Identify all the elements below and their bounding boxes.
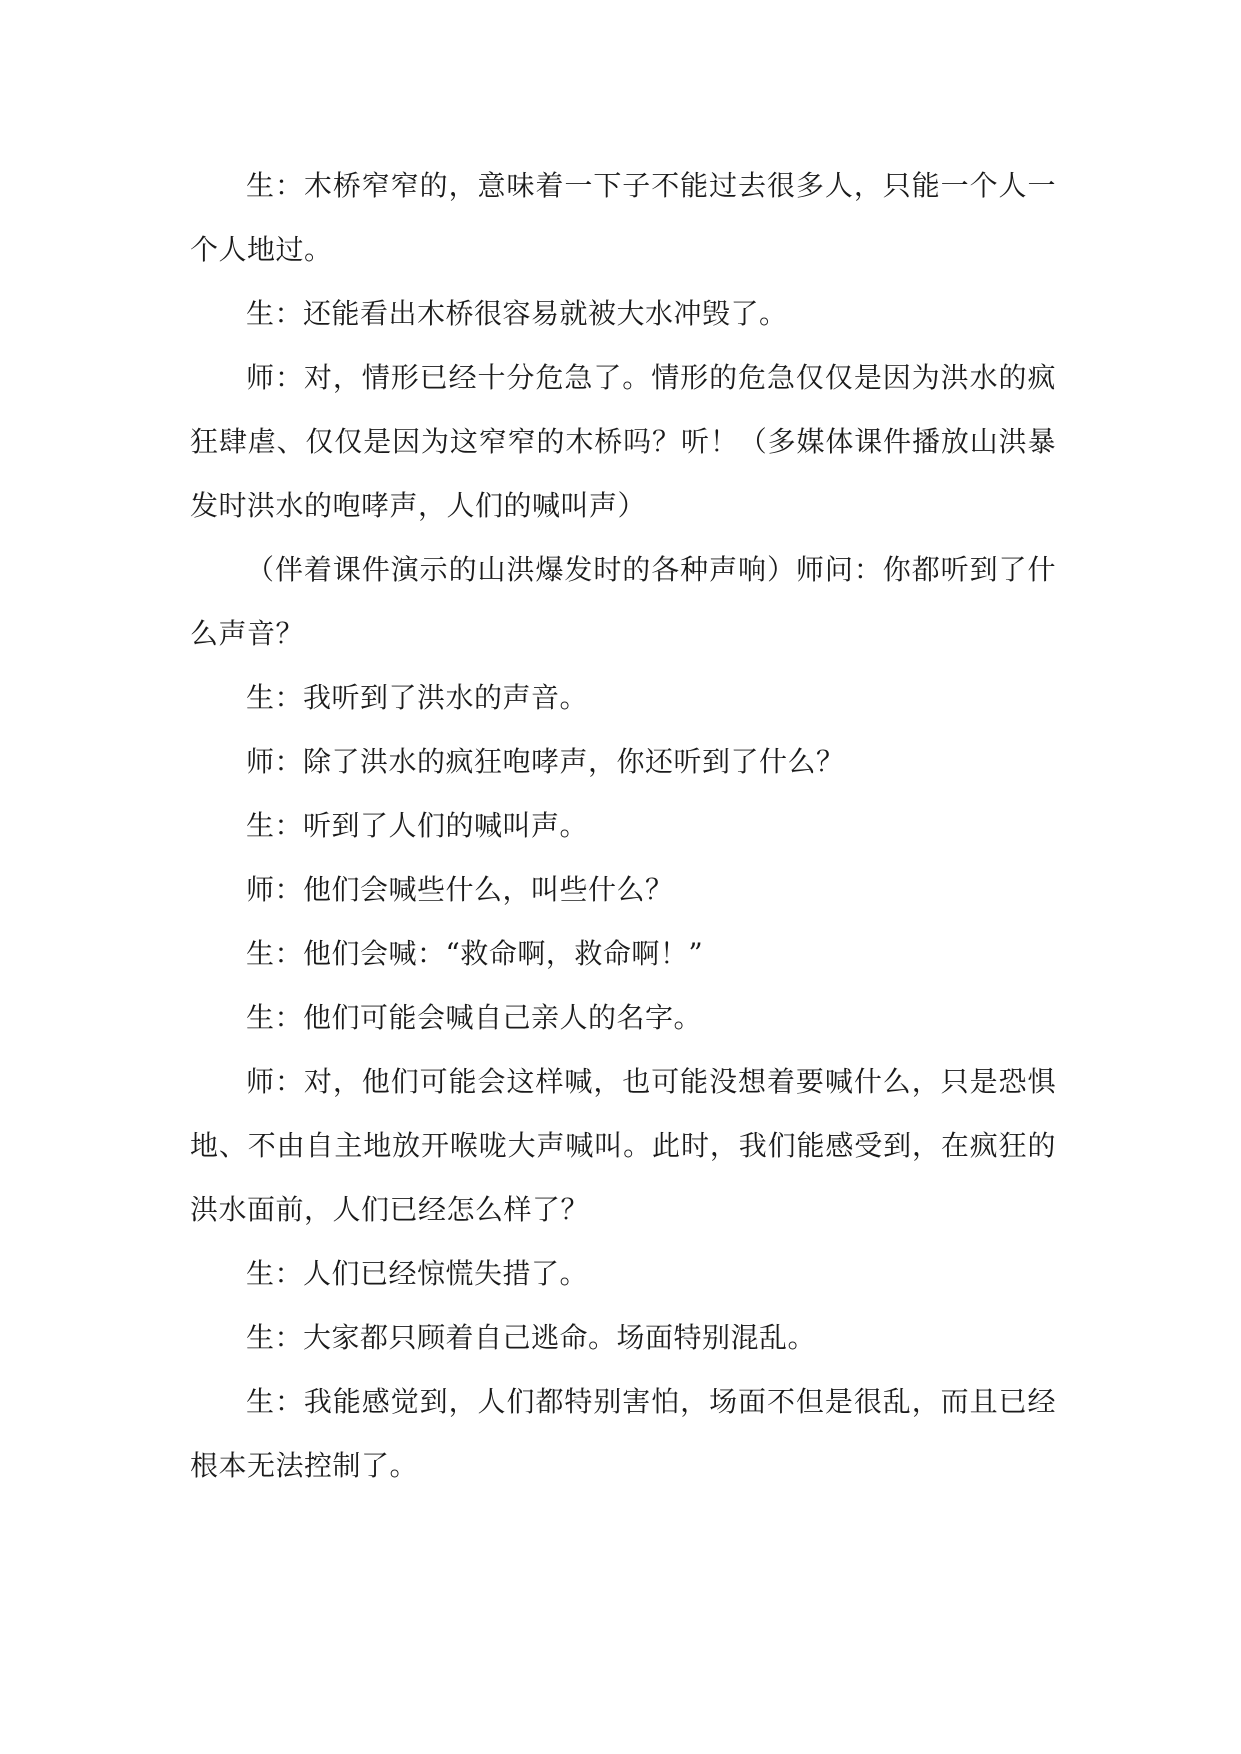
- paragraph: 师：对，他们可能会这样喊，也可能没想着要喊什么，只是恐惧地、不由自主地放开喉咙大声喊叫。此时，我们能感受到，在疯狂的洪水面前，人们已经怎么样了？: [190, 1065, 1056, 1226]
- paragraph: 师：对，情形已经十分危急了。情形的危急仅仅是因为洪水的疯狂肆虐、仅仅是因为这窄窄的木桥吗？听！（多媒体课件播放山洪暴发时洪水的咆哮声，人们的喊叫声）: [190, 361, 1056, 522]
- paragraph: 生：人们已经惊慌失措了。: [246, 1257, 589, 1290]
- paragraph: 生：他们会喊：“救命啊，救命啊！”: [246, 937, 704, 970]
- paragraph: 师：除了洪水的疯狂咆哮声，你还听到了什么？: [246, 745, 845, 778]
- paragraph: 生：我能感觉到，人们都特别害怕，场面不但是很乱，而且已经根本无法控制了。: [190, 1385, 1056, 1482]
- paragraph: 生：大家都只顾着自己逃命。场面特别混乱。: [246, 1321, 817, 1354]
- document-body: [190, 154, 1056, 1498]
- paragraph: 生：听到了人们的喊叫声。: [246, 809, 589, 842]
- paragraph: 生：木桥窄窄的，意味着一下子不能过去很多人，只能一个人一个人地过。: [190, 169, 1056, 266]
- paragraph: 生：还能看出木桥很容易就被大水冲毁了。: [246, 297, 788, 330]
- paragraph: （伴着课件演示的山洪爆发时的各种声响）师问：你都听到了什么声音？: [190, 553, 1056, 650]
- paragraph: 生：他们可能会喊自己亲人的名字。: [246, 1001, 703, 1034]
- paragraph: 师：他们会喊些什么，叫些什么？: [246, 873, 674, 906]
- paragraph: 生：我听到了洪水的声音。: [246, 681, 589, 714]
